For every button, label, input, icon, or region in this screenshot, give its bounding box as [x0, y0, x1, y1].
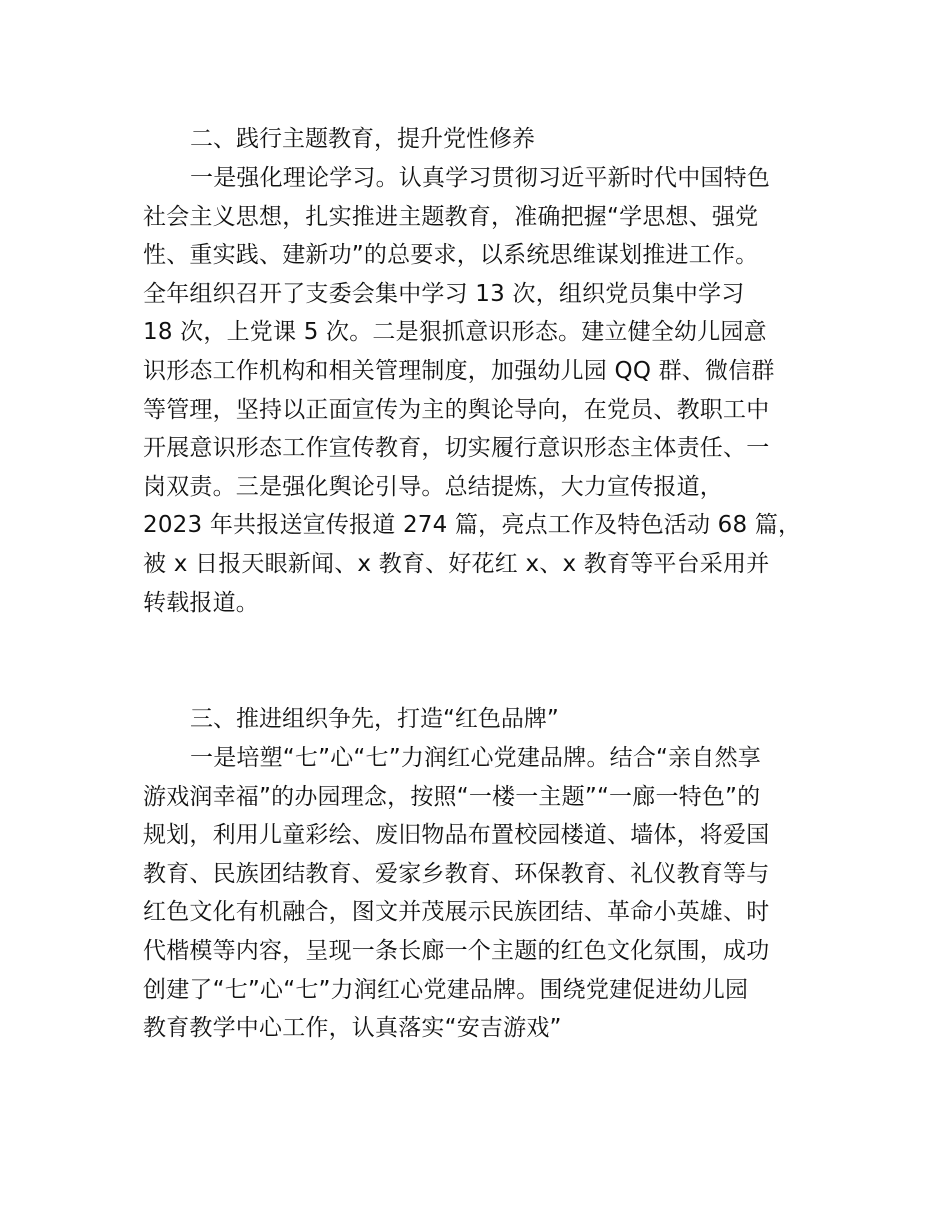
paragraph-line: 全年组织召开了支委会集中学习 13 次，组织党员集中学习: [143, 280, 745, 307]
paragraph-line: 游戏润幸福”的办园理念，按照“一楼一主题”“一廊一特色”的: [143, 783, 761, 810]
paragraph-line: 18 次，上党课 5 次。二是狠抓意识形态。建立健全幼儿园意: [143, 319, 767, 346]
paragraph-line: 红色文化有机融合，图文并茂展示民族团结、革命小英雄、时: [143, 899, 770, 926]
paragraph-line: 开展意识形态工作宣传教育，切实履行意识形态主体责任、一: [143, 435, 770, 462]
section-3-paragraph: [143, 739, 813, 1048]
paragraph-line: 一是培塑“七”心“七”力润红心党建品牌。结合“亲自然享: [190, 745, 761, 771]
paragraph-line: 教育教学中心工作，认真落实“安吉游戏”: [143, 1015, 562, 1042]
paragraph-line: 规划，利用儿童彩绘、废旧物品布置校园楼道、墙体，将爱国: [143, 822, 770, 849]
section-2-heading: 二、践行主题教育，提升党性修养: [190, 126, 535, 152]
paragraph-line: 一是强化理论学习。认真学习贯彻习近平新时代中国特色: [190, 165, 770, 191]
section-3-heading: 三、推进组织争先，打造“红色品牌”: [190, 706, 559, 732]
paragraph-line: 教育、民族团结教育、爱家乡教育、环保教育、礼仪教育等与: [143, 860, 770, 887]
paragraph-line: 转载报道。: [143, 589, 259, 616]
paragraph-line: 性、重实践、建新功”的总要求，以系统思维谋划推进工作。: [143, 242, 759, 269]
paragraph-line: 被 x 日报天眼新闻、x 教育、好花红 x、x 教育等平台采用并: [143, 550, 770, 577]
paragraph-line: 等管理，坚持以正面宣传为主的舆论导向，在党员、教职工中: [143, 396, 770, 423]
paragraph-line: 代楷模等内容，呈现一条长廊一个主题的红色文化氛围，成功: [143, 937, 770, 964]
paragraph-line: 创建了“七”心“七”力润红心党建品牌。围绕党建促进幼儿园: [143, 976, 749, 1003]
paragraph-line: 识形态工作机构和相关管理制度，加强幼儿园 QQ 群、微信群: [143, 357, 775, 384]
paragraph-line: 2023 年共报送宣传报道 274 篇，亮点工作及特色活动 68 篇，: [143, 512, 802, 539]
section-2-paragraph: [143, 159, 813, 622]
paragraph-line: 社会主义思想，扎实推进主题教育，准确把握“学思想、强党: [143, 203, 759, 230]
paragraph-line: 岗双责。三是强化舆论引导。总结提炼，大力宣传报道，: [143, 473, 723, 500]
